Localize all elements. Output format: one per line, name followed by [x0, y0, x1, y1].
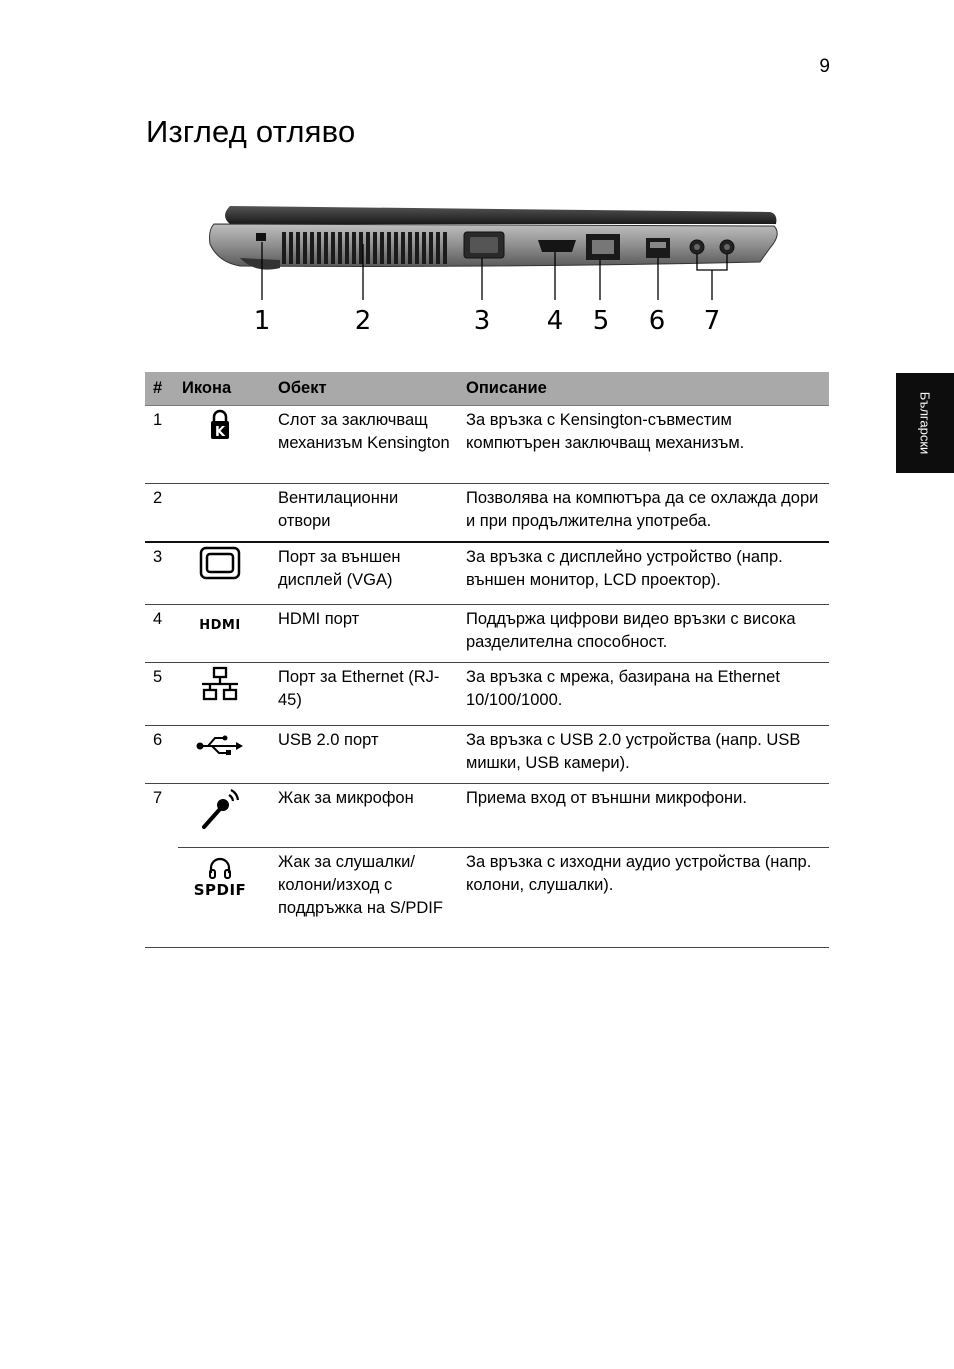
header-description: Описание	[458, 372, 829, 406]
row-description: За връзка с Kensington-съвместим компютърен заключващ механизъм.	[458, 406, 829, 484]
table-row	[145, 783, 829, 847]
language-side-tab-label: Български	[917, 391, 933, 455]
table-row	[145, 406, 829, 484]
row-num	[145, 847, 178, 947]
row-num: 1	[145, 406, 178, 484]
laptop-lid	[225, 206, 776, 224]
kensington-lock-icon	[209, 409, 231, 441]
row-object: Жак за слушалки/ колони/изход с поддръжка на S/PDIF	[270, 847, 458, 947]
header-icon: Икона	[178, 372, 270, 406]
table-row	[145, 847, 829, 947]
table-row	[145, 604, 829, 662]
row-description: За връзка с мрежа, базирана на Ethernet 10/100/1000.	[458, 662, 829, 725]
svg-text:K: K	[214, 425, 226, 440]
row-num: 4	[145, 604, 178, 662]
callout-6: 6	[648, 306, 666, 336]
row-description: Поддържа цифрови видео връзки с висока разделителна способност.	[458, 604, 829, 662]
row-description: За връзка с USB 2.0 устройства (напр. USB мишки, USB камери).	[458, 725, 829, 783]
hdmi-icon-label: HDMI	[199, 617, 241, 631]
header-num: #	[145, 372, 178, 406]
microphone-icon	[198, 787, 242, 831]
row-description: Позволява на компютъра да се охлажда дори и при продължителна употреба.	[458, 484, 829, 543]
laptop-left-side-illustration	[200, 196, 800, 346]
row-object: USB 2.0 порт	[270, 725, 458, 783]
row-object: Порт за външен дисплей (VGA)	[270, 542, 458, 604]
row-object: HDMI порт	[270, 604, 458, 662]
language-side-tab	[896, 373, 954, 473]
ethernet-network-icon	[200, 666, 240, 702]
row-num: 6	[145, 725, 178, 783]
table-row	[145, 542, 829, 604]
callout-3: 3	[473, 306, 491, 336]
row-num: 5	[145, 662, 178, 725]
header-object: Обект	[270, 372, 458, 406]
row-num: 7	[153, 788, 163, 807]
hdmi-port	[538, 240, 576, 252]
page-title: Изглед отляво	[146, 114, 356, 149]
row-object: Жак за микрофон	[270, 783, 458, 847]
callout-4: 4	[546, 306, 564, 336]
callout-5: 5	[592, 306, 610, 336]
row-num: 2	[145, 484, 178, 543]
vga-monitor-icon	[199, 546, 241, 580]
row-description: За връзка с изходни аудио устройства (напр. колони, слушалки).	[458, 847, 829, 947]
usb-icon	[196, 735, 244, 755]
callout-7: 7	[703, 306, 721, 336]
row-num: 3	[145, 542, 178, 604]
page-number: 9	[819, 56, 830, 77]
row-description: Приема вход от външни микрофони.	[458, 783, 829, 847]
row-description: За връзка с дисплейно устройство (напр. външен монитор, LCD проектор).	[458, 542, 829, 604]
kensington-slot	[256, 233, 266, 241]
row-object: Слот за заключващ механизъм Kensington	[270, 406, 458, 484]
hdmi-icon	[192, 617, 248, 631]
callout-2: 2	[354, 306, 372, 336]
headphones-icon	[208, 857, 232, 879]
table-row	[145, 484, 829, 543]
table-header-row	[145, 372, 829, 406]
spdif-icon-label: SPDIF	[193, 880, 247, 899]
ports-table	[145, 372, 829, 948]
row-object: Порт за Ethernet (RJ-45)	[270, 662, 458, 725]
row-object: Вентилационни отвори	[270, 484, 458, 543]
table-row	[145, 725, 829, 783]
callout-1: 1	[253, 306, 271, 336]
table-row	[145, 662, 829, 725]
